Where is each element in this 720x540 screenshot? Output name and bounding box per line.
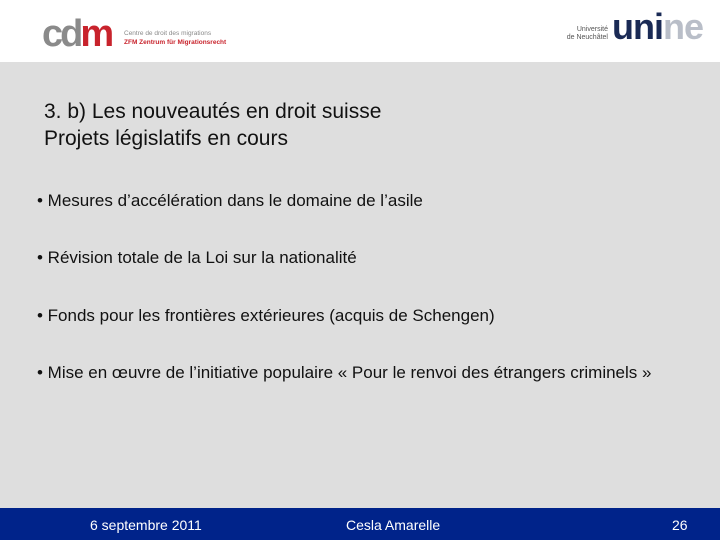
cdm-letter-d: d (60, 13, 81, 55)
unine-wordmark-uni: uni (612, 6, 663, 47)
slide-body (0, 62, 720, 508)
cdm-logo-letters (42, 14, 111, 54)
unine-wordmark (612, 8, 703, 46)
unine-logo (556, 6, 703, 48)
bullet-item: • Mise en œuvre de l’initiative populaire « Pour le renvoi des étrangers criminels » (37, 363, 652, 382)
footer-date: 6 septembre 2011 (90, 517, 202, 533)
unine-logo-caption (558, 26, 608, 42)
bullet-item: • Révision totale de la Loi sur la nationalité (37, 248, 357, 267)
cdm-letter-c: c (42, 13, 61, 55)
bullet-item: • Fonds pour les frontières extérieures (acquis de Schengen) (37, 306, 495, 325)
unine-logo-line2: de Neuchâtel (566, 34, 608, 41)
unine-wordmark-ne: ne (662, 6, 703, 47)
footer-author: Cesla Amarelle (346, 517, 441, 533)
slide-footer (0, 508, 720, 540)
slide-title (44, 98, 381, 152)
cdm-logo-line2: ZFM Zentrum für Migrationsrecht (124, 39, 227, 46)
cdm-logo-subtitle (124, 29, 284, 47)
unine-logo-line1: Université (576, 26, 608, 33)
slide-header (0, 0, 720, 62)
cdm-logo-line1: Centre de droit des migrations (124, 30, 212, 37)
slide-title-line2: Projets législatifs en cours (44, 127, 288, 150)
slide-title-line1: 3. b) Les nouveautés en droit suisse (44, 100, 382, 123)
footer-page-number: 26 (672, 517, 688, 533)
cdm-letter-m: m (80, 13, 112, 55)
bullet-item: • Mesures d’accélération dans le domaine de l’asile (37, 191, 423, 210)
